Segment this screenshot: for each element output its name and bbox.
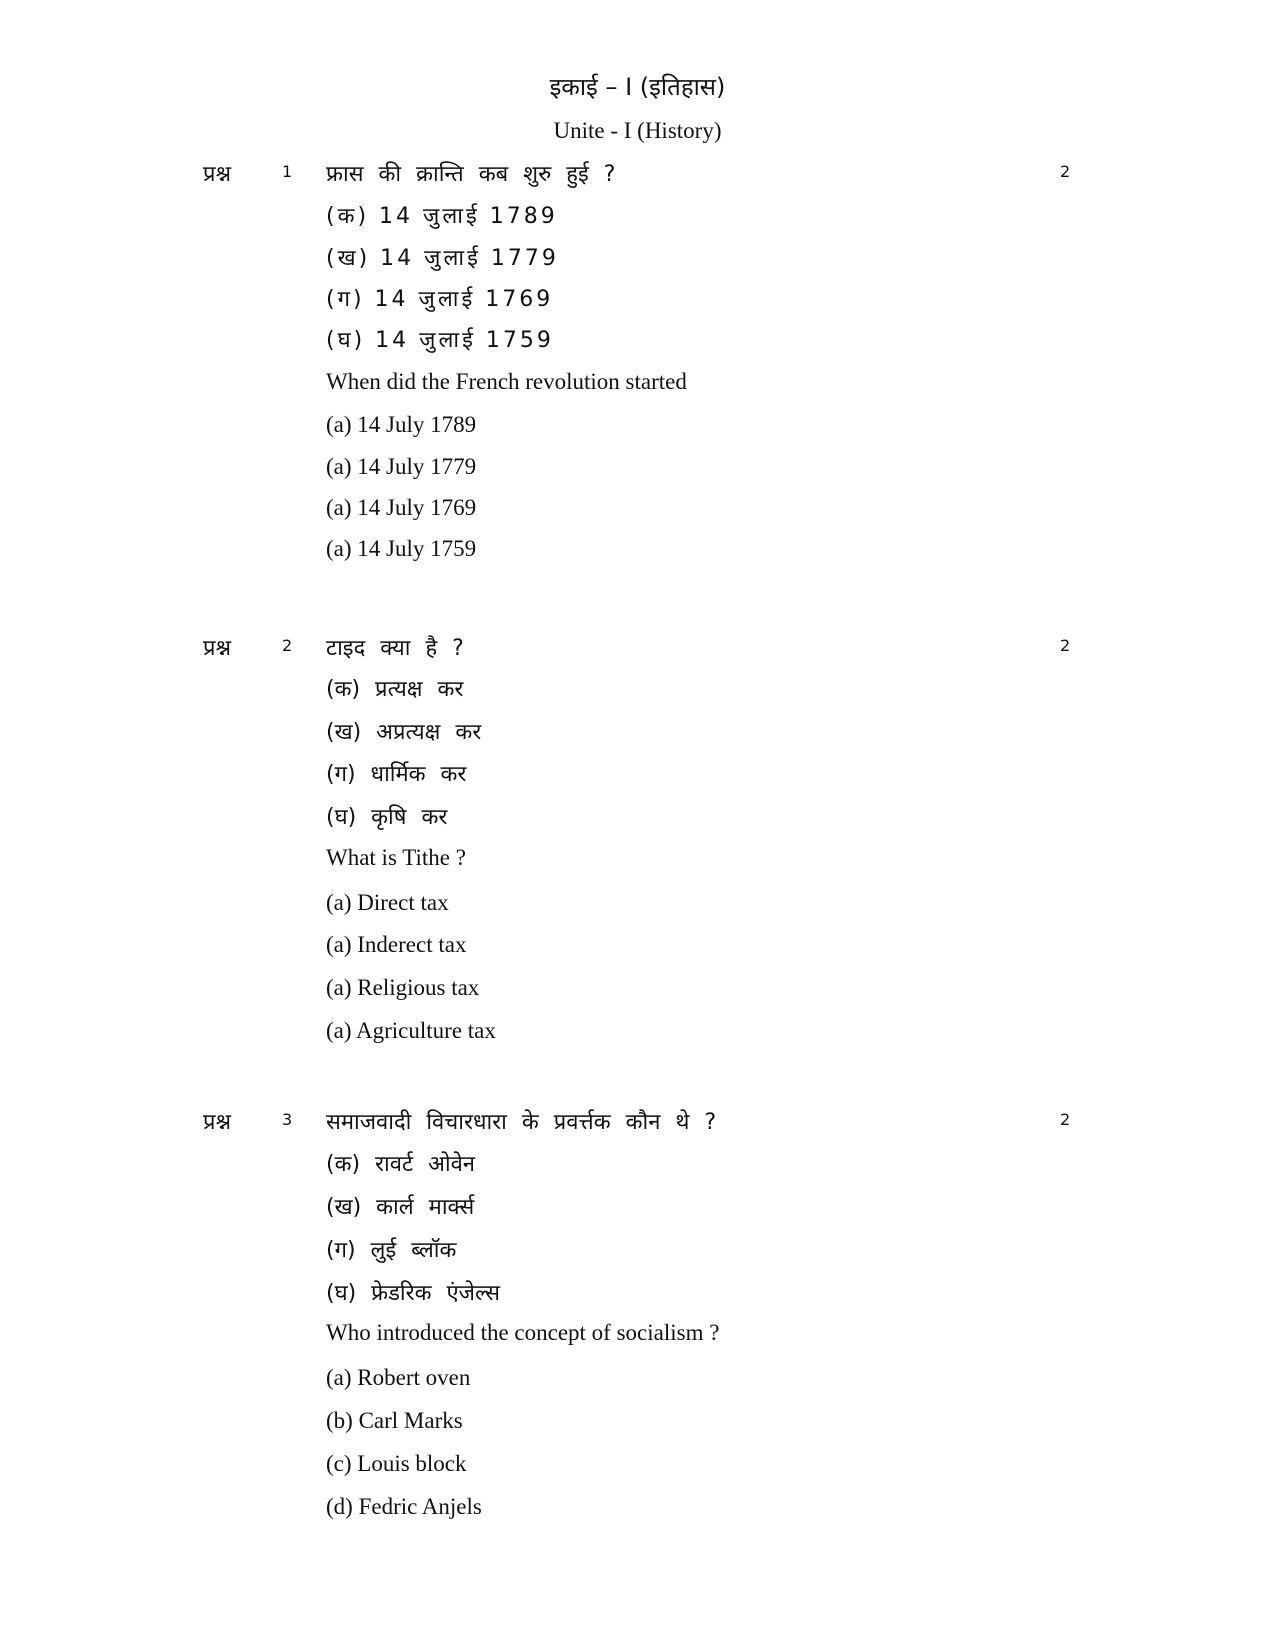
question-number: 2: [282, 636, 293, 655]
option-english: (a) Robert oven: [326, 1365, 471, 1390]
option-hindi: (ख) 14 जुलाई 1779: [326, 246, 559, 271]
question-number: 3: [282, 1110, 293, 1129]
option-english: (a) 14 July 1789: [326, 412, 477, 437]
unit-title-english: Unite - I (History): [553, 118, 722, 143]
option-english: (a) 14 July 1779: [326, 454, 477, 479]
question-marks: 2: [1060, 636, 1071, 655]
option-hindi: (घ) फ्रेडरिक एंजेल्स: [326, 1281, 501, 1306]
option-hindi: (ख) कार्ल मार्क्स: [326, 1195, 475, 1220]
question-text-hindi: समाजवादी विचारधारा के प्रवर्त्तक कौन थे ?: [326, 1110, 717, 1135]
option-english: (a) Religious tax: [326, 975, 480, 1000]
question-marks: 2: [1060, 1110, 1071, 1129]
question-text-english: What is Tithe ?: [326, 845, 466, 870]
question-marks: 2: [1060, 162, 1071, 181]
question-label: प्रश्न: [203, 636, 232, 661]
question-label: प्रश्न: [203, 162, 232, 187]
option-hindi: (क) रावर्ट ओवेन: [326, 1152, 476, 1177]
question-text-hindi: टाइद क्या है ?: [326, 636, 464, 661]
option-english: (a) Inderect tax: [326, 932, 467, 957]
unit-title-hindi: इकाई – I (इतिहास): [549, 73, 726, 101]
question-text-english: When did the French revolution started: [326, 369, 687, 394]
option-hindi: (ग) धार्मिक कर: [326, 762, 467, 787]
question-text-english: Who introduced the concept of socialism ?: [326, 1320, 720, 1345]
option-english: (a) Agriculture tax: [326, 1018, 496, 1043]
option-hindi: (घ) 14 जुलाई 1759: [326, 328, 554, 353]
question-number: 1: [282, 162, 293, 181]
option-hindi: (क) 14 जुलाई 1789: [326, 204, 558, 229]
option-hindi: (ग) लुई ब्लॉक: [326, 1238, 457, 1263]
option-english: (a) 14 July 1759: [326, 536, 477, 561]
option-english: (b) Carl Marks: [326, 1408, 463, 1433]
option-english: (c) Louis block: [326, 1451, 467, 1476]
option-hindi: (ख) अप्रत्यक्ष कर: [326, 720, 482, 745]
option-hindi: (घ) कृषि कर: [326, 805, 448, 830]
question-text-hindi: फ्रास की क्रान्ति कब शुरु हुई ?: [326, 162, 616, 187]
option-hindi: (क) प्रत्यक्ष कर: [326, 677, 464, 702]
question-label: प्रश्न: [203, 1110, 232, 1135]
option-hindi: (ग) 14 जुलाई 1769: [326, 287, 554, 312]
option-english: (a) Direct tax: [326, 890, 449, 915]
option-english: (d) Fedric Anjels: [326, 1494, 482, 1519]
option-english: (a) 14 July 1769: [326, 495, 477, 520]
